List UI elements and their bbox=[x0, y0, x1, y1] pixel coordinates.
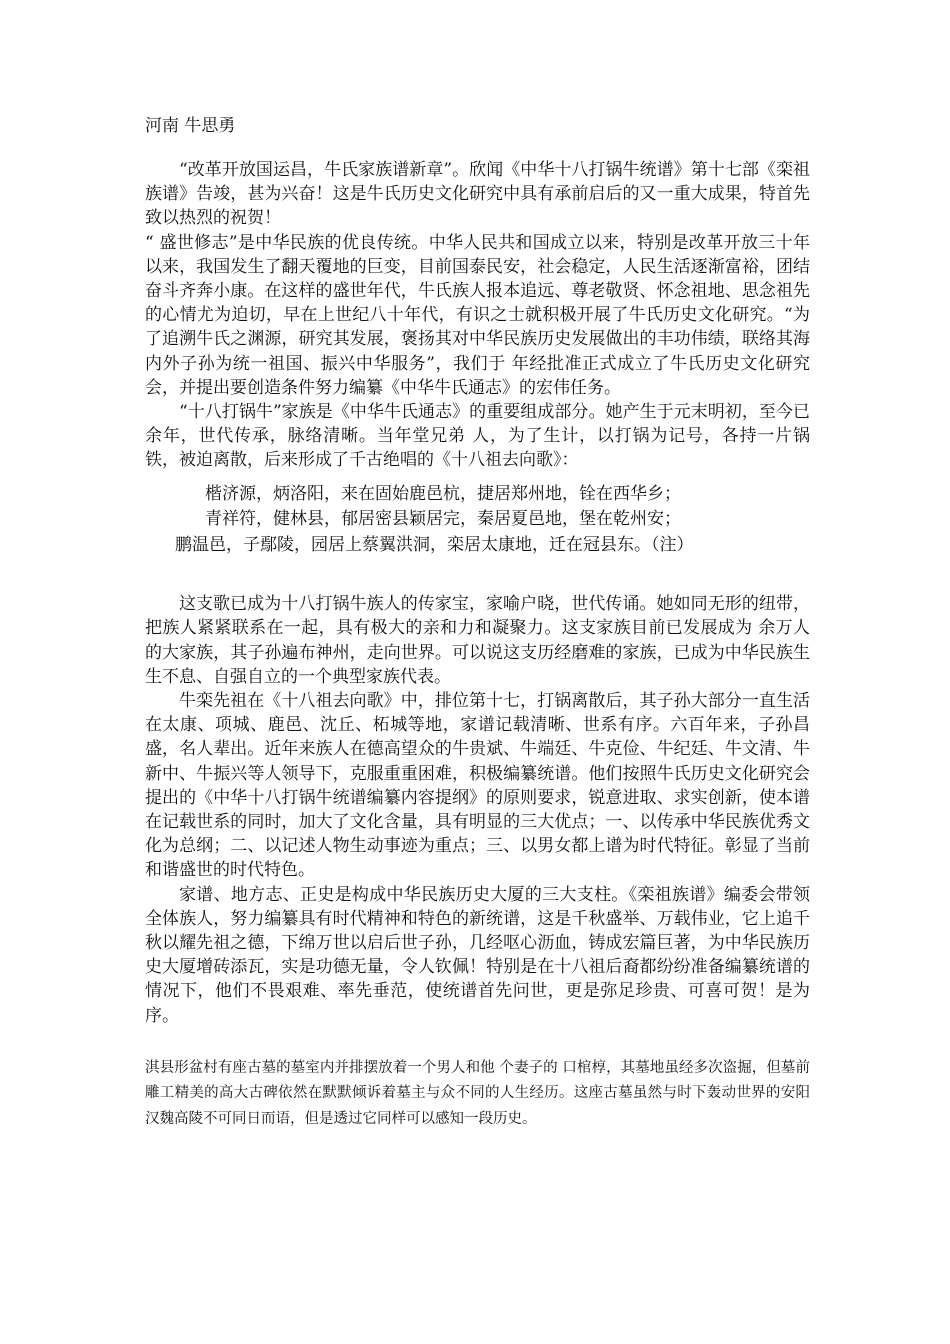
poem-line-2: 青祥符，健林县，郁居密县颖居完，秦居夏邑地，堡在乾州安； bbox=[205, 509, 681, 530]
author-line: 河南 牛思勇 bbox=[145, 116, 236, 136]
document-page bbox=[145, 112, 810, 1147]
poem-line-3: 鹏温邑，子鄢陵，园居上蔡翼洪洞，栾居太康地，迁在冠县东。（注） bbox=[175, 534, 694, 555]
paragraph-1: “改革开放国运昌，牛氏家族谱新章”。欣闻《中华十八打锅牛统谱》第十七部《栾祖族谱》告竣，甚为兴奋！这是牛氏历史文化研究中具有承前启后的又一重大成果，特首先致以热烈的祝贺！ bbox=[145, 160, 810, 229]
footnote-paragraph: 淇县形盆村有座古墓的墓室内并排摆放着一个男人和他 个妻子的 口棺椁，其墓地虽经多次盗掘，但墓前雕工精美的高大古碑依然在默默倾诉着墓主与众不同的人生经历。这座古墓虽然与时下轰动世界的安阳汉魏高陵不可同日而语，但是透过它同样可以感知一段历史。 bbox=[145, 1059, 810, 1127]
poem-block bbox=[145, 482, 810, 559]
poem-line-1: 楷济源，炳洛阳，来在固始鹿邑杭，捷居郑州地，铨在西华乡； bbox=[205, 483, 681, 504]
paragraph-2: “ 盛世修志”是中华民族的优良传统。中华人民共和国成立以来，特别是改革开放三十年以来，我国发生了翻天覆地的巨变，目前国泰民安，社会稳定，人民生活逐渐富裕，团结奋斗齐奔小康。在这样的盛世年代，牛氏族人报本追远、尊老敬贤、怀念祖地、思念祖先的心情尤为迫切，早在上世纪八十年代，有识之士就积极开展了牛氏历史文化研究。“为了追溯牛氏之渊源，研究其发展，褒扬其对中华民族历史发展做出的丰功伟绩，联络其海内外子孙为统一祖国、振兴中华服务”，我们于 年经批准正式成立了牛氏历史文化研究会，并提出要创造条件努力编纂《中华牛氏通志》的宏伟任务。 bbox=[145, 232, 810, 398]
paragraph-3: “十八打锅牛”家族是《中华牛氏通志》的重要组成部分。她产生于元末明初，至今已 余年，世代传承，脉络清晰。当年堂兄弟 人，为了生计，以打锅为记号，各持一片锅铁，被迫离散，后来形成了千古绝唱的《十八祖去向歌》： bbox=[145, 402, 810, 471]
paragraph-4: 这支歌已成为十八打锅牛族人的传家宝，家喻户晓，世代传诵。她如同无形的纽带，把族人紧紧联系在一起，具有极大的亲和力和凝聚力。这支家族目前已发展成为 余万人的大家族，其子孙遍布神州，走向世界。可以说这支历经磨难的家族，已成为中华民族生生不息、自强自立的一个典型家族代表。 bbox=[145, 594, 810, 687]
paragraph-6: 家谱、地方志、正史是构成中华民族历史大厦的三大支柱。《栾祖族谱》编委会带领全体族人，努力编纂具有时代精神和特色的新统谱，这是千秋盛举、万载伟业，它上追千秋以耀先祖之德，下绵万世以启后世子孙，几经呕心沥血，铸成宏篇巨著，为中华民族历史大厦增砖添瓦，实是功德无量，令人钦佩！特别是在十八祖后裔都纷纷准备编纂统谱的情况下，他们不畏艰难、率先垂范，使统谱首先问世，更是弥足珍贵、可喜可贺！是为序。 bbox=[145, 884, 810, 1026]
paragraph-5: 牛栾先祖在《十八祖去向歌》中，排位第十七，打锅离散后，其子孙大部分一直生活在太康、项城、鹿邑、沈丘、柘城等地，家谱记载清晰、世系有序。六百年来，子孙昌盛，名人辈出。近年来族人在德高望众的牛贵斌、牛端廷、牛克俭、牛纪廷、牛文清、牛新中、牛振兴等人领导下，克服重重困难，积极编纂统谱。他们按照牛氏历史文化研究会提出的《中华十八打锅牛统谱编纂内容提纲》的原则要求，锐意进取、求实创新，使本谱在记载世系的同时，加大了文化含量，具有明显的三大优点；一、以传承中华民族优秀文化为总纲；二、以记述人物生动事迹为重点；三、以男女都上谱为时代特征。彰显了当前和谐盛世的时代特色。 bbox=[145, 690, 810, 881]
